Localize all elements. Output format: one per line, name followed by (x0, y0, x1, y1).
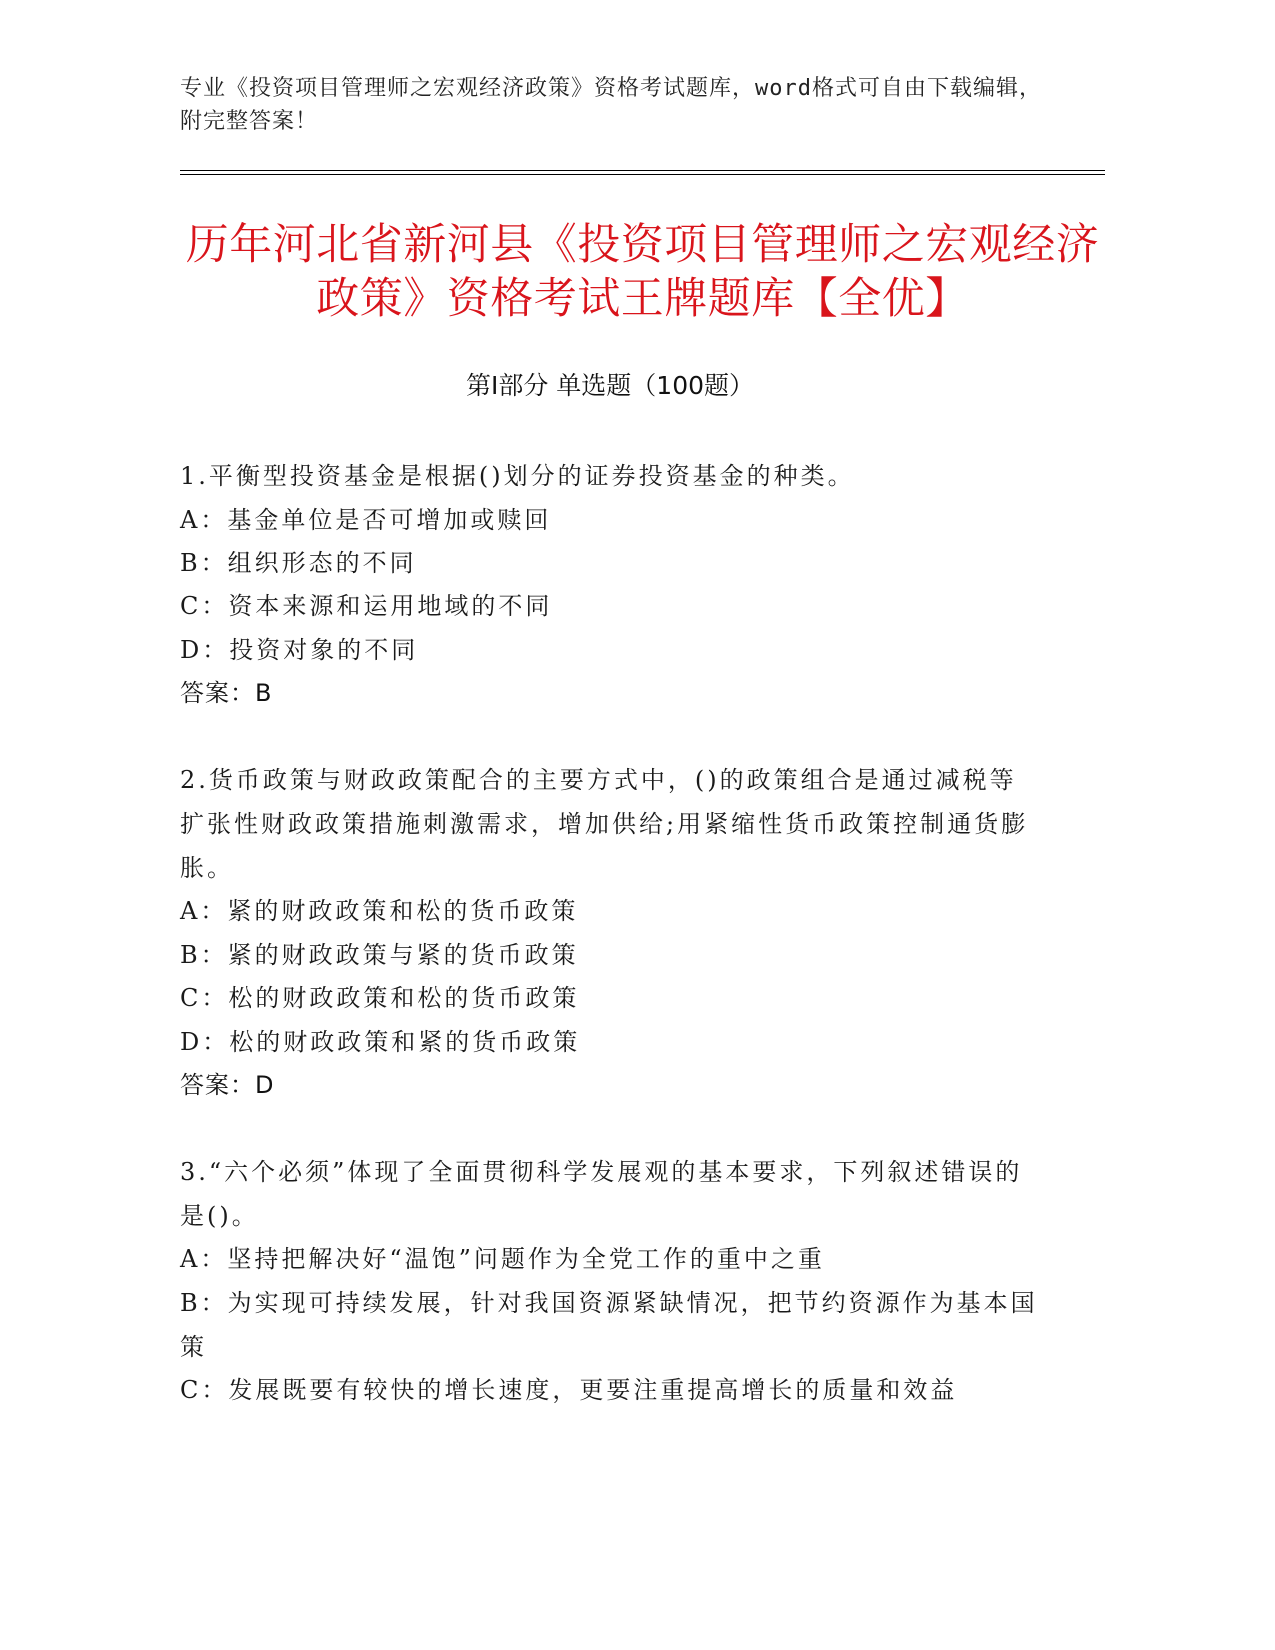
question-stem: 2.货币政策与财政政策配合的主要方式中，()的政策组合是通过减税等扩张性财政政策措施刺激需求，增加供给;用紧缩性货币政策控制通货膨胀。 (180, 766, 1029, 882)
header-divider-top (180, 170, 1105, 171)
question-stem: 3.“六个必须”体现了全面贯彻科学发展观的基本要求，下列叙述错误的是()。 (180, 1158, 1023, 1230)
section-heading: 第Ⅰ部分 单选题（100题） (465, 371, 755, 400)
question-option: A：基金单位是否可增加或赎回 (180, 506, 552, 534)
question-option: B：为实现可持续发展，针对我国资源紧缺情况，把节约资源作为基本国策 (180, 1289, 1038, 1361)
question-stem: 1.平衡型投资基金是根据()划分的证券投资基金的种类。 (180, 462, 855, 490)
question-option: A：紧的财政政策和松的货币政策 (180, 897, 579, 925)
question-option: B：组织形态的不同 (180, 549, 417, 577)
question-option: A：坚持把解决好“温饱”问题作为全党工作的重中之重 (180, 1245, 825, 1273)
question-option: C：资本来源和运用地域的不同 (180, 592, 553, 620)
header-note: 专业《投资项目管理师之宏观经济政策》资格考试题库，word格式可自由下载编辑，附完整答案！ (180, 76, 1042, 134)
question-option: D：松的财政政策和紧的货币政策 (180, 1028, 581, 1056)
question-option: D：投资对象的不同 (180, 636, 419, 664)
question-option: C：发展既要有较快的增长速度，更要注重提高增长的质量和效益 (180, 1376, 958, 1404)
question-option: B：紧的财政政策与紧的货币政策 (180, 941, 579, 969)
question-answer: 答案：D (180, 1071, 275, 1099)
question-answer: 答案：B (180, 679, 273, 707)
document-title: 历年河北省新河县《投资项目管理师之宏观经济政策》资格考试王牌题库【全优】 (185, 220, 1100, 324)
question-option: C：松的财政政策和松的货币政策 (180, 984, 580, 1012)
header-divider-bottom (180, 174, 1105, 175)
